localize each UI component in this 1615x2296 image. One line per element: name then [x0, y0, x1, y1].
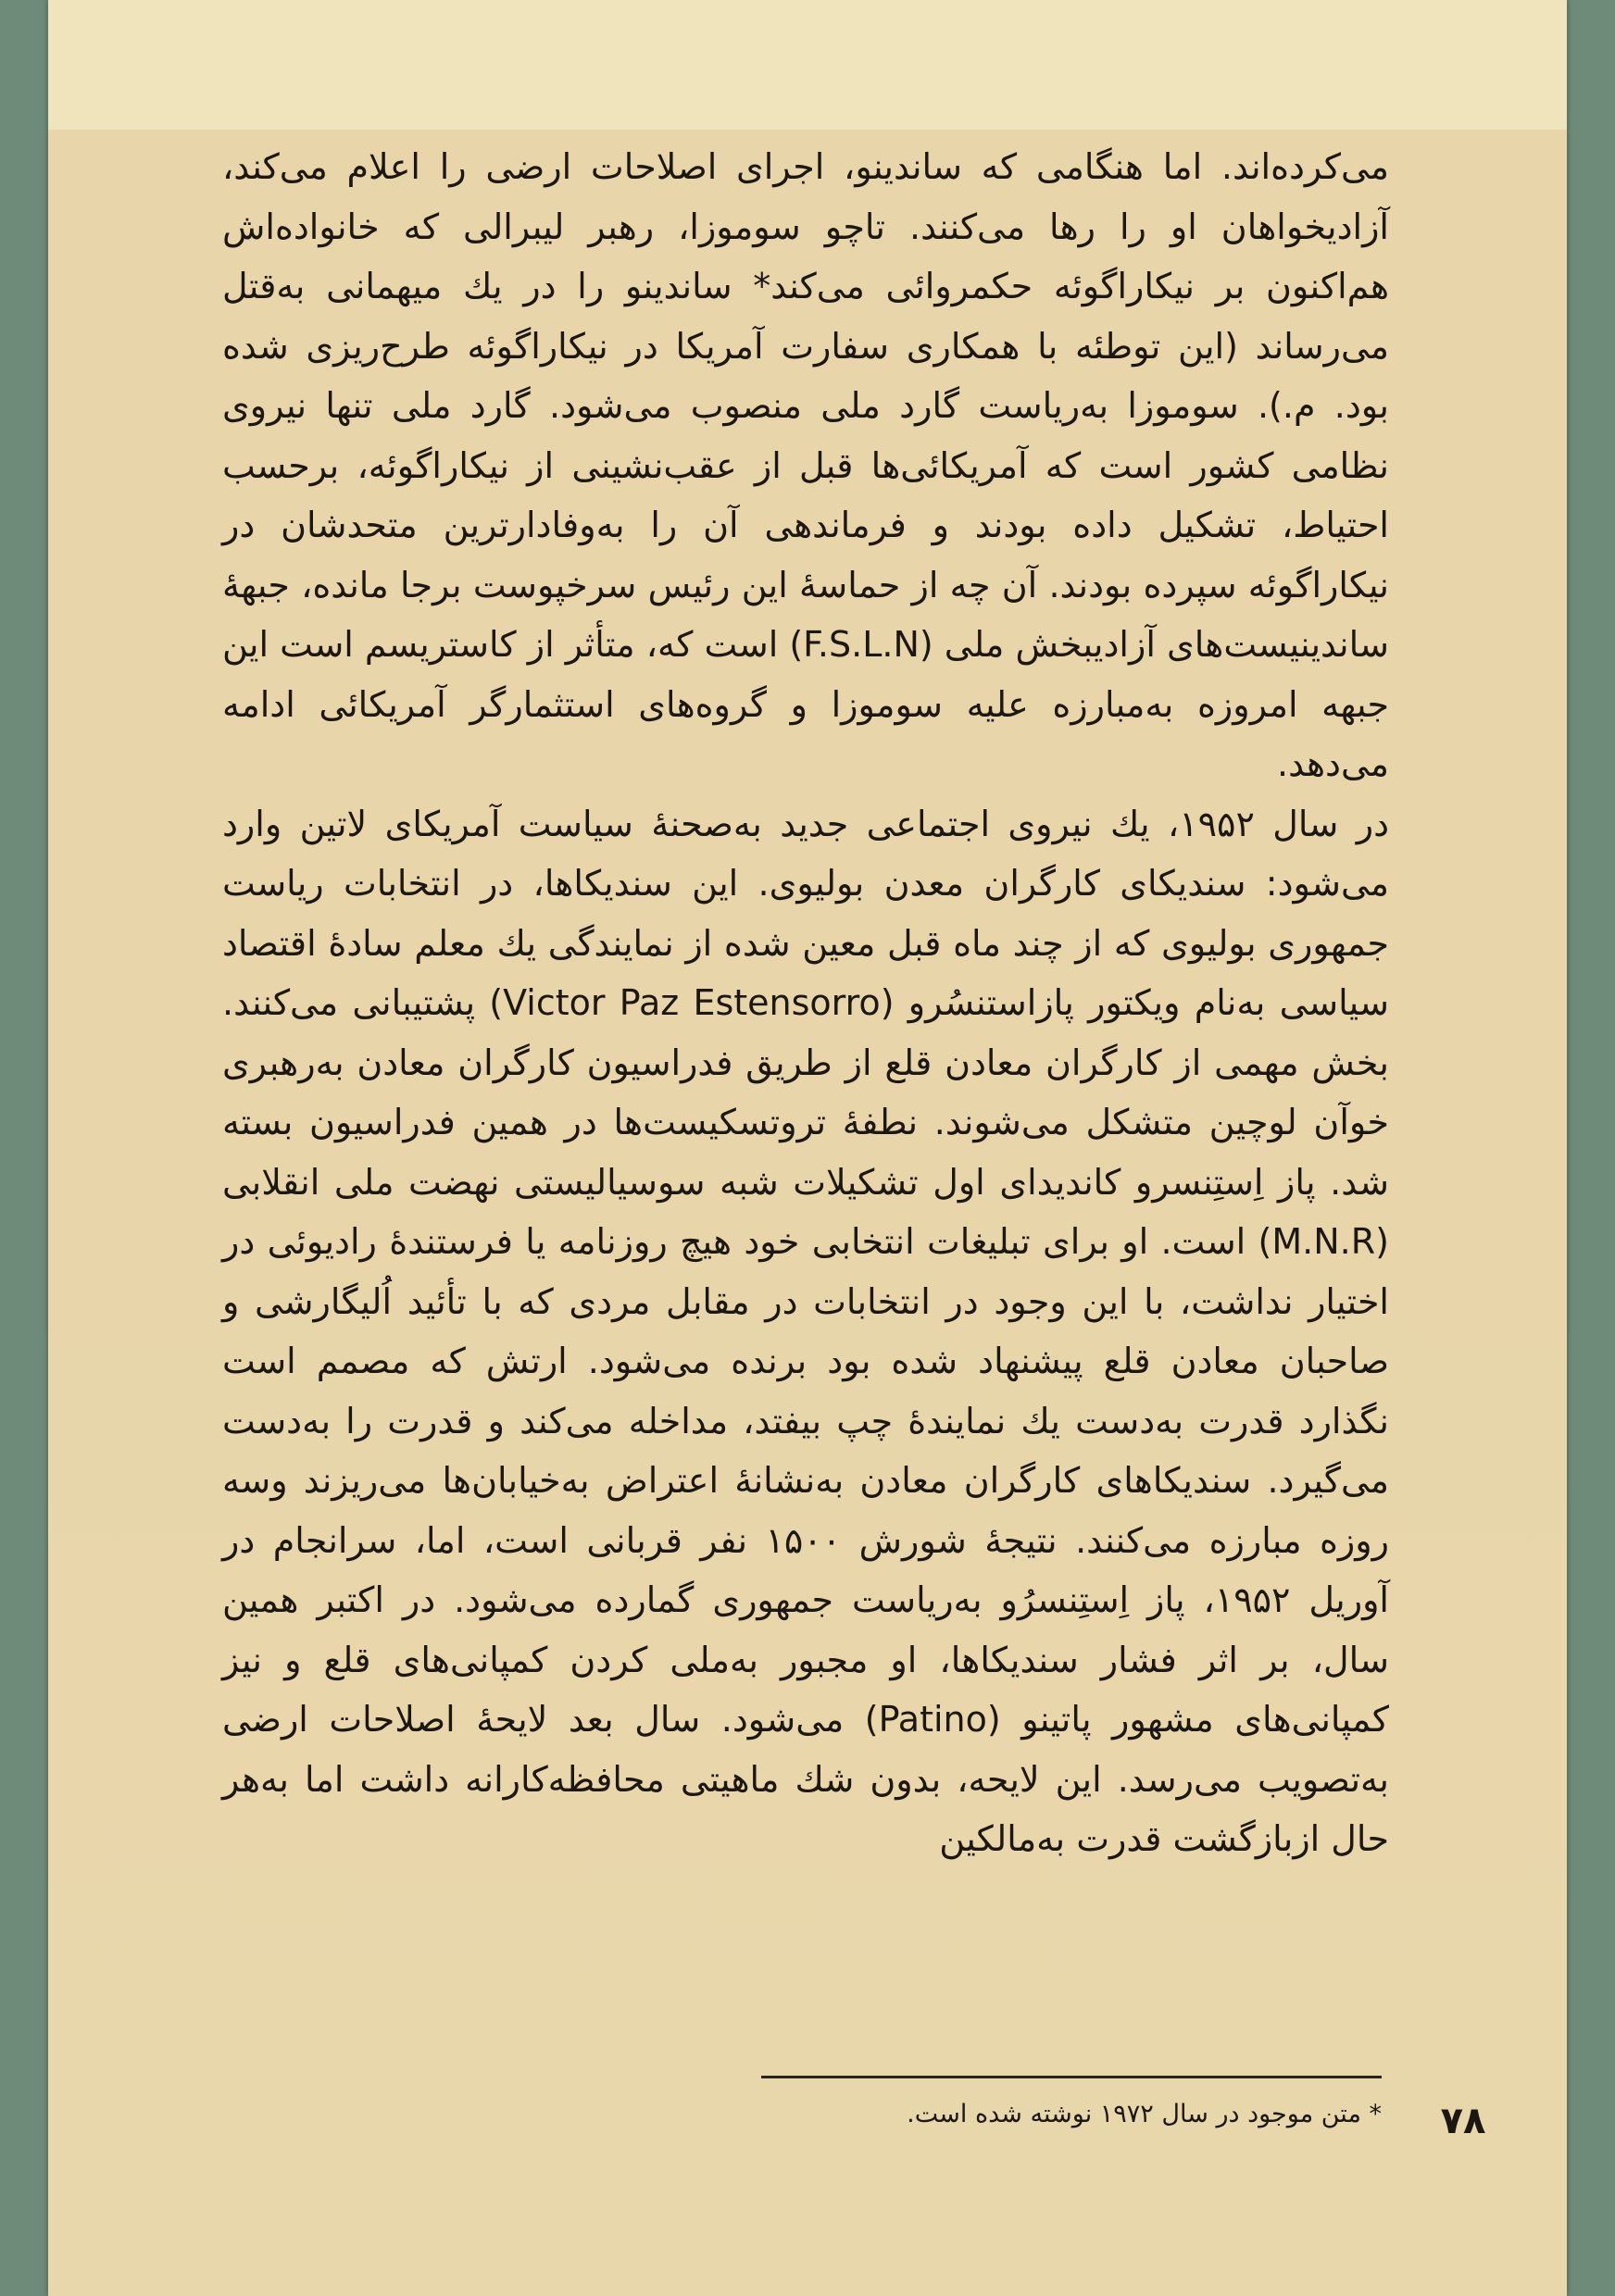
footnote: * متن موجود در سال ۱۹۷۲ نوشته شده است. [907, 2100, 1382, 2128]
paragraph-2: در سال ۱۹۵۲، یك نیروی اجتماعی جدید به‌صحنهٔ سیاست آمریکای لاتین وارد می‌شود: سندیکای کارگران معدن بولیوی. این سندیکاها، در انتخابات ریاست جمهوری بولیوی که از چند ماه قبل معین شده از نمایندگی یك معلم سادهٔ اقتصاد سیاسی به‌نام ویکتور پازاستنسُرو (Victor Paz Estensorro) پشتیبانی می‌کنند. بخش مهمی از کارگران معادن قلع از طریق فدراسیون کارگران معادن به‌رهبری خوآن لوچین متشکل می‌شوند. نطفهٔ تروتسکیست‌ها در همین فدراسیون بسته شد. پاز اِستِنسرو کاندیدای اول تشکیلات شبه سوسیالیستی نهضت ملی انقلابی (M.N.R) است. او برای تبلیغات انتخابی خود هیچ روزنامه یا فرستندهٔ رادیوئی در اختیار نداشت، با این وجود در انتخابات در مقابل مردی که با تأئید اُلیگارشی و صاحبان معادن قلع پیشنهاد شده بود برنده می‌شود. ارتش که مصمم است نگذارد قدرت به‌دست یك نمایندهٔ چپ بیفتد، مداخله می‌کند و قدرت را به‌دست می‌گیرد. سندیکاهای کارگران معادن به‌نشانهٔ اعتراض به‌خیابان‌ها می‌ریزند وسه روزه مبارزه می‌کنند. نتیجهٔ شورش ۱۵۰۰ نفر قربانی است، اما، سرانجام در آوریل ۱۹۵۲، پاز اِستِنسرُو به‌ریاست جمهوری گمارده می‌شود. در اکتبر همین سال، بر اثر فشار سندیکاها، او مجبور به‌ملی کردن کمپانی‌های قلع و نیز کمپانی‌های مشهور پاتینو (Patino) می‌شود. سال بعد لایحهٔ اصلاحات ارضی به‌تصویب می‌رسد. این لایحه، بدون شك ماهیتی محافظه‌کارانه داشت اما به‌هر حال ازبازگشت قدرت به‌مالکین [222, 803, 1389, 1859]
body-text [222, 137, 1389, 1869]
book-page [48, 0, 1567, 2296]
page-top-band [48, 0, 1567, 130]
paragraph-1: می‌کرده‌اند. اما هنگامی که ساندینو، اجرای اصلاحات ارضی را اعلام می‌کند، آزادیخواهان او را رها می‌کنند. تاچو سوموزا، رهبر لیبرالی که خانواده‌اش هم‌اکنون بر نیکاراگوئه حکمروائی می‌کند* ساندینو را در یك میهمانی به‌قتل می‌رساند (این توطئه با همکاری سفارت آمریکا در نیکاراگوئه طرح‌ریزی شده بود. م.). سوموزا به‌ریاست گارد ملی منصوب می‌شود. گارد ملی تنها نیروی نظامی کشور است که آمریکائی‌ها قبل از عقب‌نشینی از نیکاراگوئه، برحسب احتیاط، تشکیل داده بودند و فرماندهی آن را به‌وفادارترین متحدشان در نیکاراگوئه سپرده بودند. آن چه از حماسهٔ این رئیس سرخپوست برجا مانده، جبههٔ ساندینیست‌های آزادیبخش ملی (F.S.L.N) است که، متأثر از کاستریسم است این جبهه امروزه به‌مبارزه علیه سوموزا و گروه‌های استثمارگر آمریکائی ادامه می‌دهد. [222, 146, 1389, 784]
footnote-divider [761, 2076, 1382, 2078]
page-number: ۷۸ [1440, 2100, 1486, 2142]
